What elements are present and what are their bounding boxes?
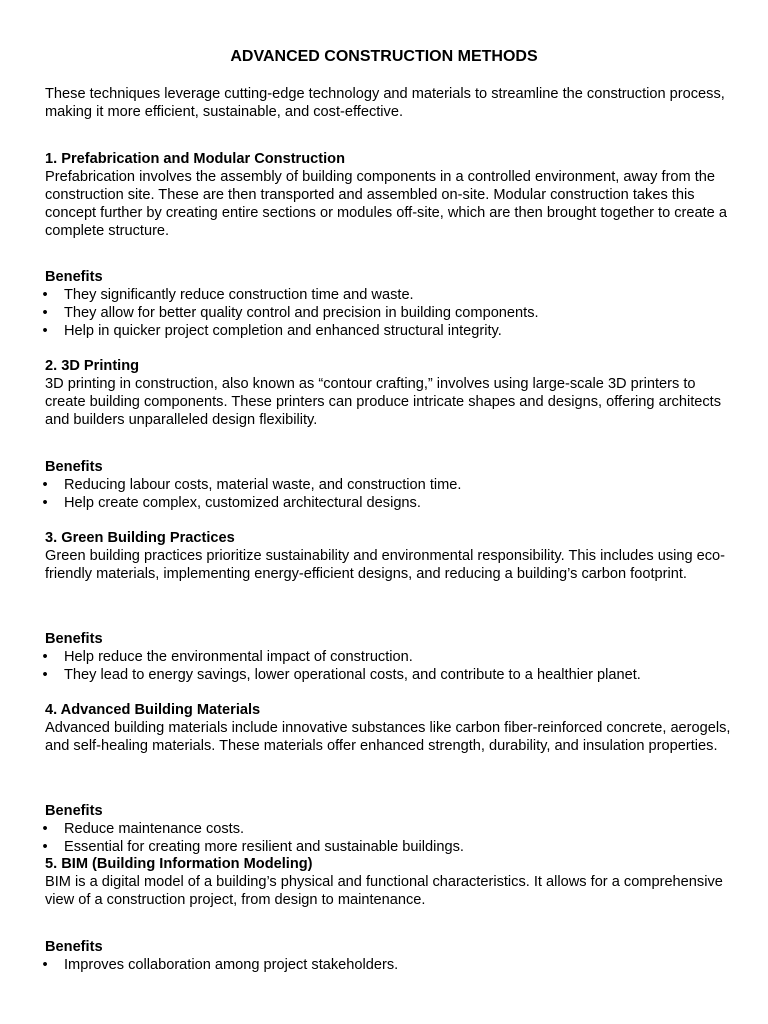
section-body: Green building practices prioritize sustainability and environmental responsibility. This includes using eco-friendly materials, implementing energy-efficient designs, and reducing a building’s carbon footprint. [45,548,726,582]
bullet-icon: • [42,323,48,339]
bullet-icon: • [42,839,48,855]
section-heading: 5. BIM (Building Information Modeling) [45,856,313,872]
bullet-icon: • [42,821,48,837]
section-bim [45,855,735,909]
benefits-list [42,956,735,974]
bullet-icon: • [42,477,48,493]
list-item [42,666,735,684]
bullet-icon: • [42,957,48,973]
benefits-heading-block [45,268,735,286]
list-item-text: Reducing labour costs, material waste, and construction time. [64,477,462,493]
section-prefabrication [45,150,735,240]
bullet-icon: • [42,495,48,511]
section-heading: 3. Green Building Practices [45,530,235,546]
bullet-icon: • [42,305,48,321]
list-item [42,304,735,322]
list-item-text: Help create complex, customized architectural designs. [64,495,421,511]
section-heading: 2. 3D Printing [45,358,140,374]
list-item [42,648,735,666]
bullet-icon: • [42,649,48,665]
list-item-text: Reduce maintenance costs. [64,821,245,837]
list-item-text: Essential for creating more resilient and sustainable buildings. [64,839,464,855]
list-item-text: They allow for better quality control and precision in building components. [64,305,539,321]
benefits-list [42,476,735,512]
benefits-heading: Benefits [45,269,103,285]
section-body: 3D printing in construction, also known as “contour crafting,” involves using large-scale 3D printers to create building components. These printers can produce intricate shapes and designs, offering architects and builders unparalleled design flexibility. [45,376,722,428]
section-advanced-materials [45,701,735,755]
list-item-text: Help in quicker project completion and enhanced structural integrity. [64,323,502,339]
list-item [42,476,735,494]
section-heading: 1. Prefabrication and Modular Construction [45,151,346,167]
benefits-heading: Benefits [45,939,103,955]
bullet-icon: • [42,287,48,303]
document-title: ADVANCED CONSTRUCTION METHODS [230,48,538,65]
list-item-text: Improves collaboration among project stakeholders. [64,957,399,973]
list-item [42,820,735,838]
section-body: Prefabrication involves the assembly of building components in a controlled environment, away from the construction site. These are then transported and assembled on-site. Modular construction takes this concept further by creating entire sections or modules off-site, which are then brought together to create a complete structure. [45,169,727,239]
benefits-heading: Benefits [45,631,103,647]
benefits-heading-block [45,458,735,476]
list-item [42,322,735,340]
intro-paragraph [45,85,735,121]
list-item-text: They lead to energy savings, lower operational costs, and contribute to a healthier planet. [64,667,641,683]
list-item [42,494,735,512]
section-body: BIM is a digital model of a building’s physical and functional characteristics. It allows for a comprehensive view of a construction project, from design to maintenance. [45,874,723,908]
section-heading: 4. Advanced Building Materials [45,702,261,718]
benefits-list [42,648,735,684]
benefits-list [42,820,735,856]
benefits-heading-block [45,630,735,648]
list-item-text: Help reduce the environmental impact of construction. [64,649,413,665]
benefits-heading-block [45,802,735,820]
benefits-heading-block [45,938,735,956]
section-green-building [45,529,735,583]
benefits-heading: Benefits [45,459,103,475]
benefits-heading: Benefits [45,803,103,819]
bullet-icon: • [42,667,48,683]
benefits-list [42,286,735,340]
list-item [42,838,735,856]
list-item [42,286,735,304]
intro-text: These techniques leverage cutting-edge technology and materials to streamline the construction process, making it more efficient, sustainable, and cost-effective. [45,86,725,120]
section-3d-printing [45,357,735,429]
section-body: Advanced building materials include innovative substances like carbon fiber-reinforced concrete, aerogels, and self-healing materials. These materials offer enhanced strength, durability, and insulation properties. [45,720,731,754]
list-item [42,956,735,974]
list-item-text: They significantly reduce construction time and waste. [64,287,414,303]
